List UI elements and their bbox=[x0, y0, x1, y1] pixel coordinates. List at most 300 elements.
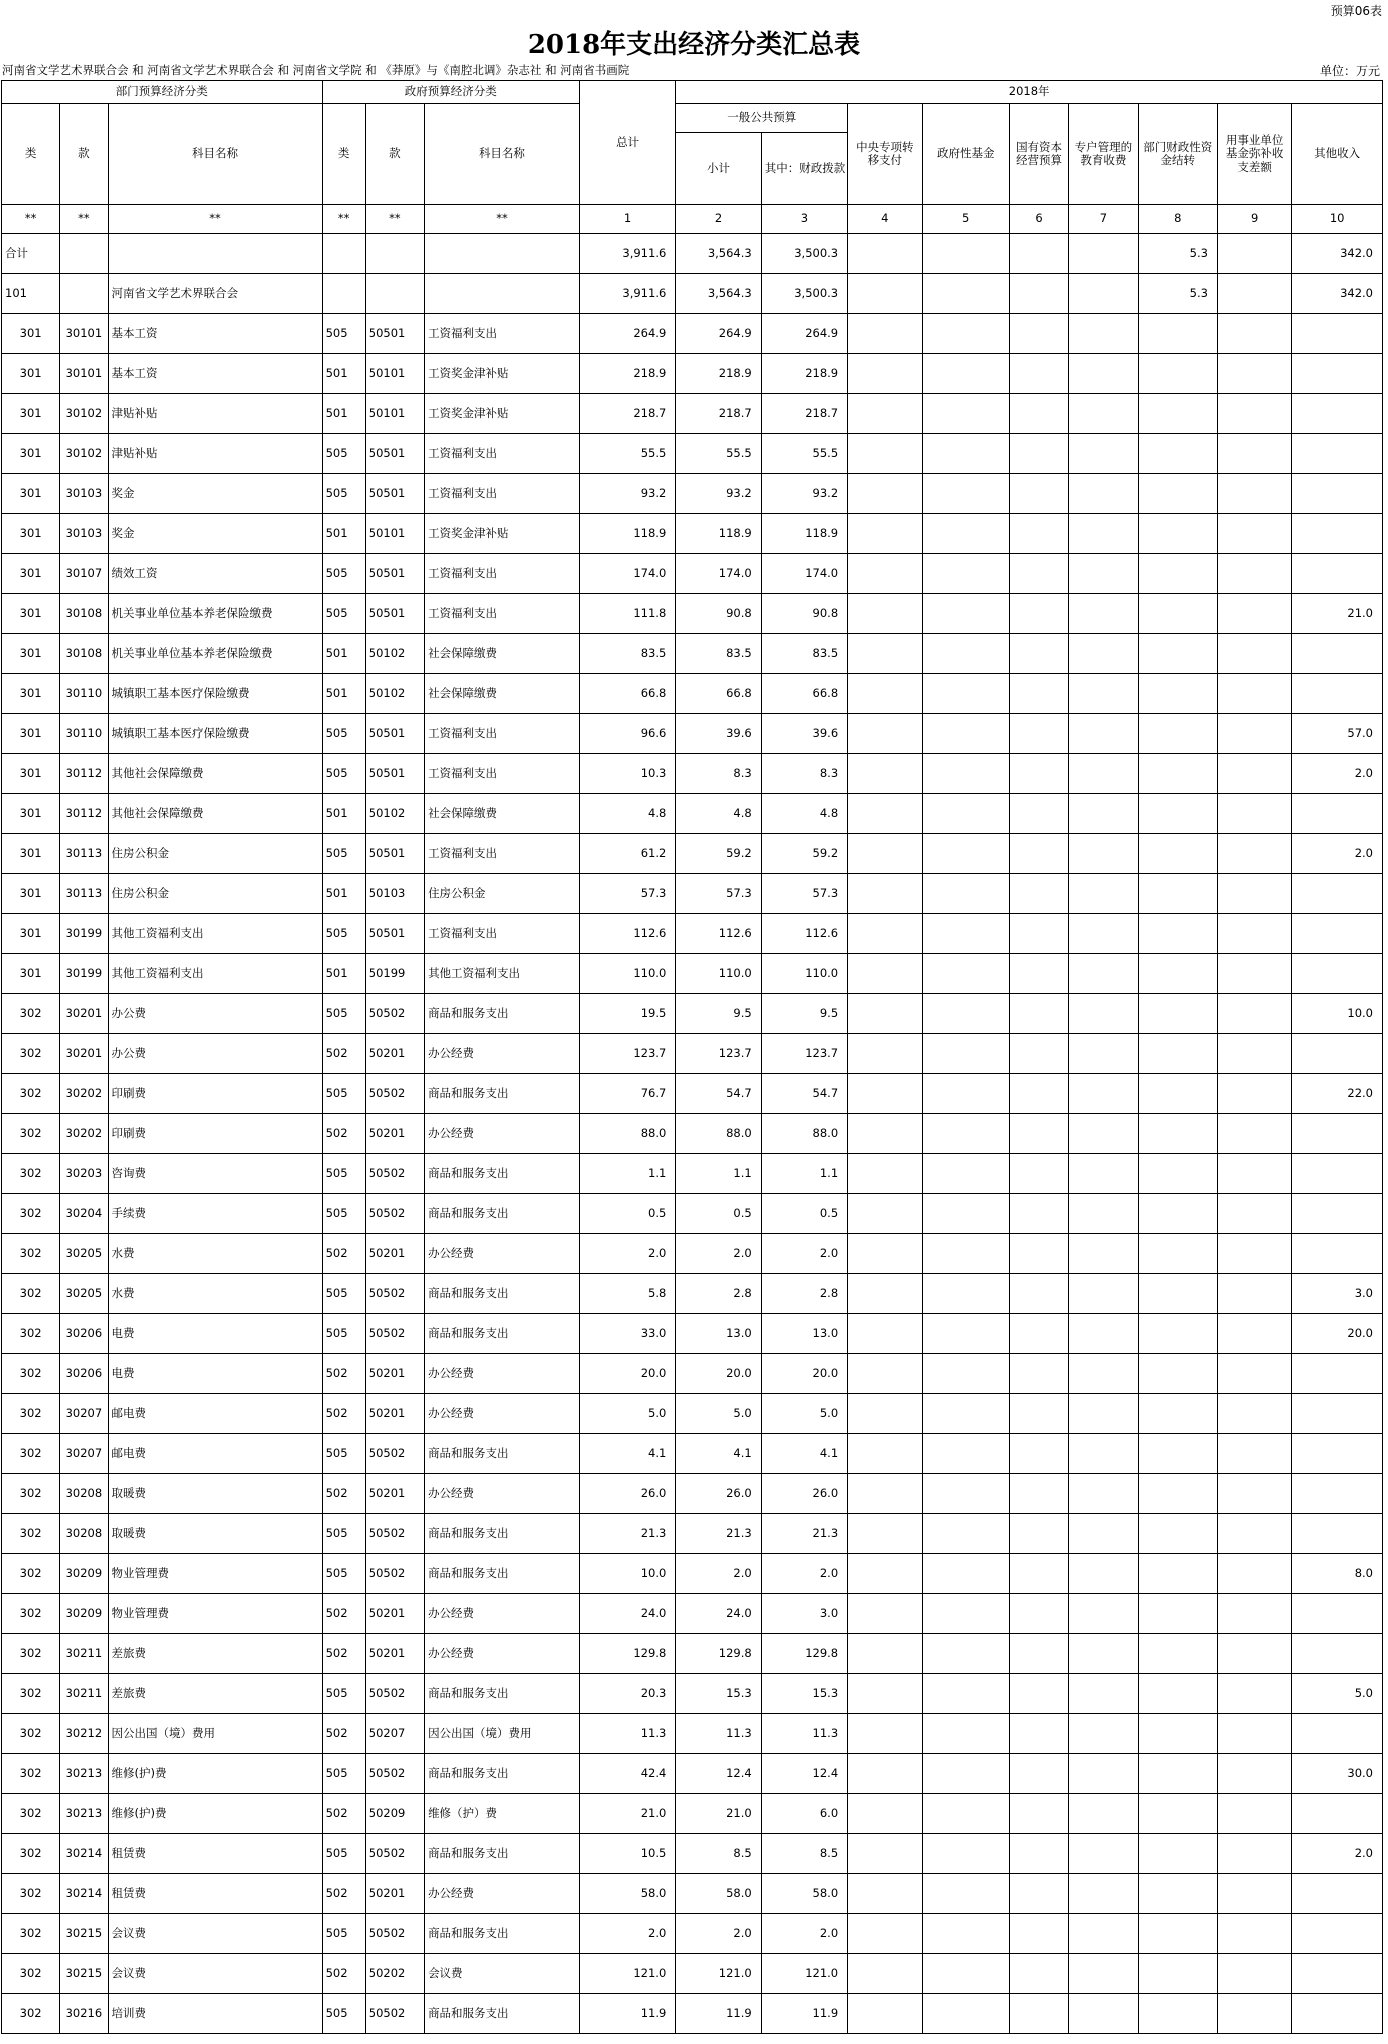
table-cell bbox=[1009, 1114, 1068, 1154]
table-cell: 办公经费 bbox=[425, 1234, 580, 1274]
table-row bbox=[2, 1714, 1383, 1754]
table-cell: 50501 bbox=[365, 834, 424, 874]
mark-cell: 7 bbox=[1069, 205, 1138, 234]
table-cell: 302 bbox=[2, 1834, 60, 1874]
table-cell bbox=[1069, 1794, 1138, 1834]
table-cell bbox=[1292, 634, 1383, 674]
table-cell: 办公经费 bbox=[425, 1594, 580, 1634]
table-cell: 505 bbox=[322, 1554, 365, 1594]
table-cell bbox=[1217, 1994, 1291, 2034]
table-cell: 502 bbox=[322, 1354, 365, 1394]
table-cell bbox=[1292, 1914, 1383, 1954]
table-cell bbox=[365, 274, 424, 314]
table-cell: 50502 bbox=[365, 1434, 424, 1474]
table-cell: 30214 bbox=[60, 1834, 108, 1874]
table-cell: 5.0 bbox=[1292, 1674, 1383, 1714]
table-cell: 其他社会保障缴费 bbox=[108, 754, 322, 794]
table-cell: 城镇职工基本医疗保险缴费 bbox=[108, 714, 322, 754]
table-cell: 4.1 bbox=[761, 1434, 847, 1474]
table-cell: 30212 bbox=[60, 1714, 108, 1754]
table-cell bbox=[1009, 434, 1068, 474]
table-cell bbox=[848, 1634, 922, 1674]
table-cell bbox=[1292, 1994, 1383, 2034]
table-cell: 50502 bbox=[365, 1514, 424, 1554]
table-cell bbox=[1009, 874, 1068, 914]
table-cell bbox=[922, 554, 1009, 594]
table-row bbox=[2, 1074, 1383, 1114]
table-cell: 39.6 bbox=[761, 714, 847, 754]
table-cell bbox=[1069, 1354, 1138, 1394]
table-cell: 11.3 bbox=[761, 1714, 847, 1754]
table-cell: 50201 bbox=[365, 1114, 424, 1154]
table-cell: 维修(护)费 bbox=[108, 1754, 322, 1794]
table-cell: 50502 bbox=[365, 1674, 424, 1714]
table-cell: 30202 bbox=[60, 1114, 108, 1154]
table-cell bbox=[1009, 1314, 1068, 1354]
header-year: 2018年 bbox=[676, 81, 1383, 104]
table-cell bbox=[1292, 1154, 1383, 1194]
table-cell: 218.7 bbox=[676, 394, 761, 434]
table-cell: 302 bbox=[2, 1594, 60, 1634]
table-cell bbox=[1069, 754, 1138, 794]
table-cell: 30214 bbox=[60, 1874, 108, 1914]
table-cell: 50501 bbox=[365, 474, 424, 514]
table-cell bbox=[1292, 434, 1383, 474]
table-cell: 50501 bbox=[365, 554, 424, 594]
table-cell: 66.8 bbox=[676, 674, 761, 714]
table-cell: 1.1 bbox=[676, 1154, 761, 1194]
table-cell: 工资福利支出 bbox=[425, 434, 580, 474]
table-row bbox=[2, 954, 1383, 994]
table-cell: 30103 bbox=[60, 514, 108, 554]
table-cell bbox=[922, 314, 1009, 354]
table-cell bbox=[1217, 1794, 1291, 1834]
table-cell: 30213 bbox=[60, 1754, 108, 1794]
table-cell: 工资福利支出 bbox=[425, 754, 580, 794]
table-cell bbox=[1138, 634, 1217, 674]
table-row bbox=[2, 1634, 1383, 1674]
table-cell bbox=[1292, 1434, 1383, 1474]
table-cell: 9.5 bbox=[761, 994, 847, 1034]
table-cell: 咨询费 bbox=[108, 1154, 322, 1194]
table-cell bbox=[1292, 874, 1383, 914]
table-cell bbox=[1217, 1354, 1291, 1394]
table-cell bbox=[1009, 914, 1068, 954]
table-cell bbox=[1217, 1234, 1291, 1274]
table-cell bbox=[1217, 674, 1291, 714]
table-cell bbox=[922, 354, 1009, 394]
table-cell: 301 bbox=[2, 514, 60, 554]
table-cell: 办公费 bbox=[108, 994, 322, 1034]
table-cell bbox=[1069, 514, 1138, 554]
header-fiscal: 其中：财政拨款 bbox=[761, 133, 847, 205]
table-cell bbox=[922, 1594, 1009, 1634]
table-cell bbox=[1217, 1674, 1291, 1714]
table-cell bbox=[1217, 954, 1291, 994]
table-row bbox=[2, 514, 1383, 554]
table-cell: 30208 bbox=[60, 1514, 108, 1554]
table-cell: 租赁费 bbox=[108, 1834, 322, 1874]
table-cell: 50502 bbox=[365, 1154, 424, 1194]
table-cell: 505 bbox=[322, 1194, 365, 1234]
table-cell: 501 bbox=[322, 674, 365, 714]
mark-cell: 9 bbox=[1217, 205, 1291, 234]
table-cell bbox=[922, 1714, 1009, 1754]
table-cell: 101 bbox=[2, 274, 60, 314]
header-edu-fee: 专户管理的教育收费 bbox=[1069, 104, 1138, 205]
table-cell: 50201 bbox=[365, 1234, 424, 1274]
table-cell bbox=[1069, 1474, 1138, 1514]
table-cell: 505 bbox=[322, 1514, 365, 1554]
table-cell: 505 bbox=[322, 474, 365, 514]
table-cell: 30110 bbox=[60, 714, 108, 754]
table-cell bbox=[365, 234, 424, 274]
table-cell bbox=[1069, 1034, 1138, 1074]
table-cell: 工资福利支出 bbox=[425, 314, 580, 354]
table-row bbox=[2, 354, 1383, 394]
table-cell bbox=[1217, 634, 1291, 674]
table-cell: 61.2 bbox=[579, 834, 675, 874]
table-cell bbox=[1217, 234, 1291, 274]
table-cell bbox=[60, 274, 108, 314]
table-cell: 租赁费 bbox=[108, 1874, 322, 1914]
table-cell: 502 bbox=[322, 1794, 365, 1834]
table-cell: 50102 bbox=[365, 674, 424, 714]
table-cell bbox=[1009, 1594, 1068, 1634]
table-cell bbox=[1138, 314, 1217, 354]
table-cell bbox=[848, 874, 922, 914]
table-cell: 110.0 bbox=[676, 954, 761, 994]
table-cell: 301 bbox=[2, 874, 60, 914]
total-row bbox=[2, 234, 1383, 274]
table-cell bbox=[1009, 714, 1068, 754]
table-cell: 22.0 bbox=[1292, 1074, 1383, 1114]
page-title: 2018年支出经济分类汇总表 bbox=[527, 30, 861, 60]
mark-cell: 3 bbox=[761, 205, 847, 234]
table-cell bbox=[848, 1714, 922, 1754]
table-cell: 3,564.3 bbox=[676, 274, 761, 314]
table-cell bbox=[1009, 1674, 1068, 1714]
table-cell bbox=[1009, 1034, 1068, 1074]
table-cell: 5.0 bbox=[676, 1394, 761, 1434]
table-cell: 502 bbox=[322, 1394, 365, 1434]
table-cell: 83.5 bbox=[761, 634, 847, 674]
table-cell: 129.8 bbox=[761, 1634, 847, 1674]
table-cell: 50502 bbox=[365, 1074, 424, 1114]
table-cell: 302 bbox=[2, 1034, 60, 1074]
table-cell bbox=[1292, 674, 1383, 714]
table-cell bbox=[922, 1794, 1009, 1834]
table-cell: 50502 bbox=[365, 1194, 424, 1234]
table-cell: 50201 bbox=[365, 1874, 424, 1914]
table-cell bbox=[922, 394, 1009, 434]
table-cell bbox=[922, 514, 1009, 554]
table-cell bbox=[1009, 754, 1068, 794]
table-cell: 2.0 bbox=[1292, 1834, 1383, 1874]
table-cell: 302 bbox=[2, 1474, 60, 1514]
table-cell: 505 bbox=[322, 1074, 365, 1114]
mark-cell: ** bbox=[2, 205, 60, 234]
table-cell: 264.9 bbox=[761, 314, 847, 354]
table-cell: 26.0 bbox=[579, 1474, 675, 1514]
table-cell: 21.0 bbox=[579, 1794, 675, 1834]
table-cell: 30110 bbox=[60, 674, 108, 714]
table-cell bbox=[1069, 874, 1138, 914]
table-cell bbox=[922, 1914, 1009, 1954]
table-cell: 2.0 bbox=[676, 1914, 761, 1954]
table-cell bbox=[1069, 594, 1138, 634]
table-cell: 50201 bbox=[365, 1634, 424, 1674]
table-cell: 301 bbox=[2, 554, 60, 594]
table-cell bbox=[60, 234, 108, 274]
table-cell: 88.0 bbox=[579, 1114, 675, 1154]
table-cell bbox=[1217, 474, 1291, 514]
table-cell bbox=[1069, 634, 1138, 674]
table-cell: 20.0 bbox=[676, 1354, 761, 1394]
mark-cell: 6 bbox=[1009, 205, 1068, 234]
table-cell bbox=[848, 274, 922, 314]
table-cell: 2.0 bbox=[761, 1554, 847, 1594]
table-cell bbox=[1138, 1914, 1217, 1954]
table-cell: 水费 bbox=[108, 1274, 322, 1314]
table-cell: 2.0 bbox=[579, 1234, 675, 1274]
table-cell bbox=[1217, 1274, 1291, 1314]
table-cell bbox=[1009, 354, 1068, 394]
table-cell bbox=[848, 1514, 922, 1554]
table-cell: 12.4 bbox=[676, 1754, 761, 1794]
table-cell: 59.2 bbox=[676, 834, 761, 874]
table-cell bbox=[1138, 434, 1217, 474]
table-cell: 10.3 bbox=[579, 754, 675, 794]
table-cell: 其他工资福利支出 bbox=[425, 954, 580, 994]
table-cell: 30209 bbox=[60, 1594, 108, 1634]
table-cell: 33.0 bbox=[579, 1314, 675, 1354]
mark-cell: 1 bbox=[579, 205, 675, 234]
table-cell: 社会保障缴费 bbox=[425, 674, 580, 714]
table-cell: 505 bbox=[322, 1994, 365, 2034]
table-cell bbox=[1009, 1474, 1068, 1514]
table-cell: 54.7 bbox=[676, 1074, 761, 1114]
table-row bbox=[2, 914, 1383, 954]
table-cell bbox=[1009, 674, 1068, 714]
table-cell: 3,500.3 bbox=[761, 234, 847, 274]
table-cell: 50201 bbox=[365, 1474, 424, 1514]
table-cell: 218.7 bbox=[761, 394, 847, 434]
table-cell bbox=[922, 234, 1009, 274]
table-cell: 301 bbox=[2, 634, 60, 674]
table-cell bbox=[1217, 514, 1291, 554]
table-cell bbox=[922, 674, 1009, 714]
table-cell: 2.8 bbox=[676, 1274, 761, 1314]
table-cell bbox=[1217, 794, 1291, 834]
table-cell: 302 bbox=[2, 1874, 60, 1914]
table-cell: 10.0 bbox=[1292, 994, 1383, 1034]
table-cell bbox=[848, 1674, 922, 1714]
table-cell: 30113 bbox=[60, 874, 108, 914]
table-row bbox=[2, 474, 1383, 514]
table-cell bbox=[1069, 714, 1138, 754]
table-cell: 302 bbox=[2, 1634, 60, 1674]
table-cell bbox=[1069, 674, 1138, 714]
table-cell: 工资奖金津补贴 bbox=[425, 394, 580, 434]
header-subtotal: 小计 bbox=[676, 133, 761, 205]
table-cell: 会议费 bbox=[108, 1914, 322, 1954]
table-cell: 57.3 bbox=[579, 874, 675, 914]
table-cell: 30206 bbox=[60, 1314, 108, 1354]
table-cell: 商品和服务支出 bbox=[425, 1194, 580, 1234]
table-cell bbox=[1069, 1634, 1138, 1674]
table-cell: 93.2 bbox=[761, 474, 847, 514]
table-cell: 302 bbox=[2, 1394, 60, 1434]
table-cell bbox=[1069, 354, 1138, 394]
table-cell bbox=[108, 234, 322, 274]
table-cell: 59.2 bbox=[761, 834, 847, 874]
table-cell: 因公出国（境）费用 bbox=[108, 1714, 322, 1754]
table-cell bbox=[1217, 1034, 1291, 1074]
table-cell: 3,500.3 bbox=[761, 274, 847, 314]
table-cell: 商品和服务支出 bbox=[425, 1314, 580, 1354]
table-cell: 社会保障缴费 bbox=[425, 634, 580, 674]
table-cell: 50201 bbox=[365, 1394, 424, 1434]
header-kuan: 款 bbox=[60, 104, 108, 205]
table-cell: 50502 bbox=[365, 994, 424, 1034]
table-cell bbox=[1138, 714, 1217, 754]
table-cell bbox=[1069, 1954, 1138, 1994]
table-row bbox=[2, 1154, 1383, 1194]
table-cell bbox=[848, 1394, 922, 1434]
table-cell bbox=[922, 1674, 1009, 1714]
table-cell: 50502 bbox=[365, 1834, 424, 1874]
table-cell: 50201 bbox=[365, 1034, 424, 1074]
table-cell bbox=[322, 234, 365, 274]
table-cell: 302 bbox=[2, 1514, 60, 1554]
table-cell: 30201 bbox=[60, 994, 108, 1034]
table-row bbox=[2, 594, 1383, 634]
table-cell bbox=[1069, 1874, 1138, 1914]
table-row bbox=[2, 1554, 1383, 1594]
table-cell: 邮电费 bbox=[108, 1394, 322, 1434]
table-cell: 501 bbox=[322, 874, 365, 914]
table-cell: 30201 bbox=[60, 1034, 108, 1074]
table-cell: 302 bbox=[2, 1914, 60, 1954]
table-cell bbox=[848, 1914, 922, 1954]
table-cell: 264.9 bbox=[579, 314, 675, 354]
table-cell: 2.0 bbox=[761, 1914, 847, 1954]
table-cell bbox=[848, 994, 922, 1034]
table-cell: 302 bbox=[2, 1154, 60, 1194]
table-cell bbox=[1009, 1874, 1068, 1914]
table-cell bbox=[1009, 1074, 1068, 1114]
table-cell: 住房公积金 bbox=[425, 874, 580, 914]
table-cell bbox=[922, 1114, 1009, 1154]
table-cell bbox=[1292, 1114, 1383, 1154]
table-cell: 30108 bbox=[60, 634, 108, 674]
table-cell bbox=[1138, 514, 1217, 554]
table-cell bbox=[1138, 1674, 1217, 1714]
table-cell bbox=[1009, 1394, 1068, 1434]
table-cell bbox=[922, 874, 1009, 914]
table-cell: 培训费 bbox=[108, 1994, 322, 2034]
table-cell: 维修（护）费 bbox=[425, 1794, 580, 1834]
table-cell: 8.5 bbox=[676, 1834, 761, 1874]
table-cell: 302 bbox=[2, 1754, 60, 1794]
table-cell: 505 bbox=[322, 1314, 365, 1354]
table-cell: 取暖费 bbox=[108, 1474, 322, 1514]
table-cell bbox=[922, 1034, 1009, 1074]
table-cell: 印刷费 bbox=[108, 1074, 322, 1114]
table-cell bbox=[848, 234, 922, 274]
table-cell: 502 bbox=[322, 1234, 365, 1274]
table-cell bbox=[322, 274, 365, 314]
table-cell: 66.8 bbox=[579, 674, 675, 714]
table-cell: 绩效工资 bbox=[108, 554, 322, 594]
table-row bbox=[2, 434, 1383, 474]
table-cell bbox=[1138, 754, 1217, 794]
table-cell: 1.1 bbox=[579, 1154, 675, 1194]
table-cell: 4.8 bbox=[761, 794, 847, 834]
table-cell: 30207 bbox=[60, 1434, 108, 1474]
table-cell bbox=[1069, 474, 1138, 514]
table-cell bbox=[1009, 554, 1068, 594]
table-cell: 基本工资 bbox=[108, 354, 322, 394]
table-cell bbox=[1138, 874, 1217, 914]
table-cell bbox=[922, 434, 1009, 474]
table-cell: 4.1 bbox=[676, 1434, 761, 1474]
table-cell: 502 bbox=[322, 1714, 365, 1754]
table-cell bbox=[1069, 914, 1138, 954]
table-row bbox=[2, 1914, 1383, 1954]
table-cell bbox=[1138, 1194, 1217, 1234]
table-cell bbox=[1217, 1754, 1291, 1794]
table-cell: 5.8 bbox=[579, 1274, 675, 1314]
table-cell: 301 bbox=[2, 474, 60, 514]
table-cell: 30101 bbox=[60, 354, 108, 394]
table-row bbox=[2, 1594, 1383, 1634]
table-cell: 505 bbox=[322, 1834, 365, 1874]
table-cell bbox=[1069, 1274, 1138, 1314]
table-cell: 商品和服务支出 bbox=[425, 1994, 580, 2034]
table-cell: 50501 bbox=[365, 914, 424, 954]
table-cell: 30216 bbox=[60, 1994, 108, 2034]
table-cell: 50201 bbox=[365, 1354, 424, 1394]
expenditure-table bbox=[1, 80, 1383, 2034]
table-cell bbox=[922, 1754, 1009, 1794]
table-cell: 50101 bbox=[365, 514, 424, 554]
table-cell bbox=[848, 794, 922, 834]
table-cell: 30101 bbox=[60, 314, 108, 354]
header-carryover: 部门财政性资金结转 bbox=[1138, 104, 1217, 205]
table-row bbox=[2, 1834, 1383, 1874]
table-cell bbox=[1292, 554, 1383, 594]
table-cell: 26.0 bbox=[676, 1474, 761, 1514]
table-cell: 30112 bbox=[60, 794, 108, 834]
table-cell: 58.0 bbox=[579, 1874, 675, 1914]
table-cell: 83.5 bbox=[676, 634, 761, 674]
table-cell: 11.3 bbox=[579, 1714, 675, 1754]
table-cell bbox=[848, 1994, 922, 2034]
table-cell bbox=[848, 1794, 922, 1834]
table-cell: 30204 bbox=[60, 1194, 108, 1234]
table-cell: 129.8 bbox=[676, 1634, 761, 1674]
table-cell: 505 bbox=[322, 314, 365, 354]
table-cell bbox=[1138, 1874, 1217, 1914]
table-cell bbox=[1009, 954, 1068, 994]
table-cell bbox=[1009, 274, 1068, 314]
table-cell: 21.3 bbox=[676, 1514, 761, 1554]
table-cell: 12.4 bbox=[761, 1754, 847, 1794]
table-cell: 30102 bbox=[60, 394, 108, 434]
table-cell: 50102 bbox=[365, 794, 424, 834]
